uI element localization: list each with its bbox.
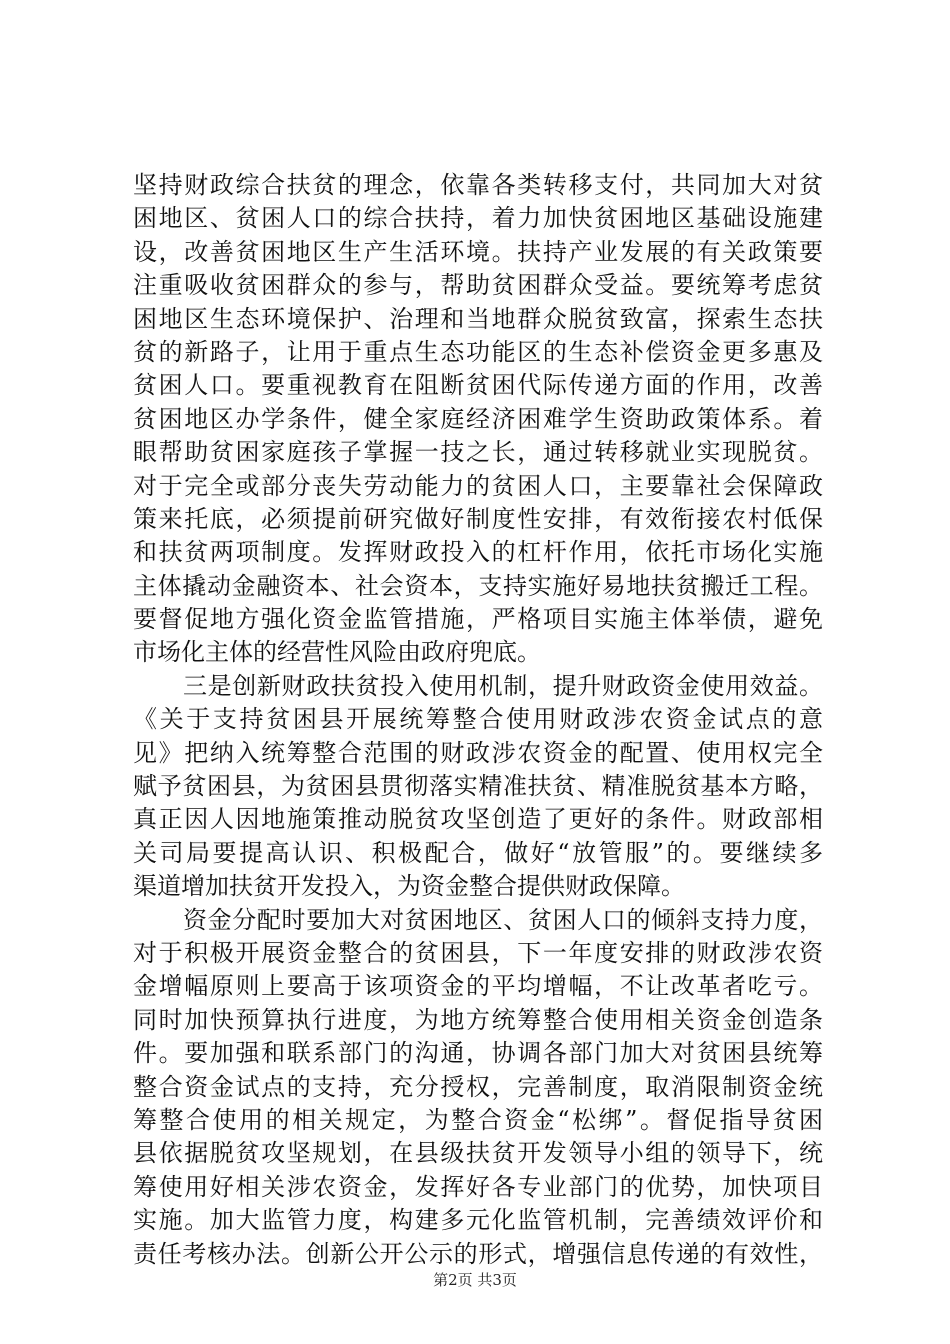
text-line: 渠道增加扶贫开发投入，为资金整合提供财政保障。 [133,872,685,901]
text-line: 件。要加强和联系部门的沟通，协调各部门加大对贫困县统筹 [133,1039,823,1068]
document-body [133,169,823,1271]
text-line: 见》把纳入统筹整合范围的财政涉农资金的配置、使用权完全 [133,738,823,767]
text-line: 对于积极开展资金整合的贫困县，下一年度安排的财政涉农资 [133,938,823,967]
text-line: 要督促地方强化资金监管措施，严格项目实施主体举债，避免 [133,605,823,634]
text-line: 同时加快预算执行进度，为地方统筹整合使用相关资金创造条 [133,1005,823,1034]
text-line: 真正因人因地施策推动脱贫攻坚创造了更好的条件。财政部相 [133,805,823,834]
text-line: 设，改善贫困地区生产生活环境。扶持产业发展的有关政策要 [133,237,823,266]
text-line: 实施。加大监管力度，构建多元化监管机制，完善绩效评价和 [133,1206,823,1235]
text-line: 贫的新路子，让用于重点生态功能区的生态补偿资金更多惠及 [133,337,823,366]
text-line: 贫困地区办学条件，健全家庭经济困难学生资助政策体系。着 [133,404,823,433]
text-line: 注重吸收贫困群众的参与，帮助贫困群众受益。要统筹考虑贫 [133,271,823,300]
text-line: 市场化主体的经营性风险由政府兜底。 [133,638,541,667]
text-line: 主体撬动金融资本、社会资本，支持实施好易地扶贫搬迁工程。 [133,571,823,600]
text-line: 贫困人口。要重视教育在阻断贫困代际传递方面的作用，改善 [133,371,823,400]
text-line: 《关于支持贫困县开展统筹整合使用财政涉农资金试点的意 [133,705,823,734]
text-line: 策来托底，必须提前研究做好制度性安排，有效衔接农村低保 [133,504,823,533]
text-line: 坚持财政综合扶贫的理念，依靠各类转移支付，共同加大对贫 [133,171,823,199]
text-line: 筹整合使用的相关规定，为整合资金“松绑”。督促指导贫困 [133,1105,823,1134]
text-line: 对于完全或部分丧失劳动能力的贫困人口，主要靠社会保障政 [133,471,823,500]
text-line: 筹使用好相关涉农资金，发挥好各专业部门的优势，加快项目 [133,1172,823,1201]
text-line: 整合资金试点的支持，充分授权，完善制度，取消限制资金统 [133,1072,823,1101]
text-line: 困地区、贫困人口的综合扶持，着力加快贫困地区基础设施建 [133,204,823,233]
text-line: 县依据脱贫攻坚规划，在县级扶贫开发领导小组的领导下，统 [133,1139,823,1168]
text-line: 责任考核办法。创新公开公示的形式，增强信息传递的有效性， [133,1239,823,1268]
text-line: 和扶贫两项制度。发挥财政投入的杠杆作用，依托市场化实施 [133,538,823,567]
text-line: 困地区生态环境保护、治理和当地群众脱贫致富，探索生态扶 [133,304,823,333]
text-line: 金增幅原则上要高于该项资金的平均增幅，不让改革者吃亏。 [133,972,823,1001]
text-line: 赋予贫困县，为贫困县贯彻落实精准扶贫、精准脱贫基本方略， [133,772,823,801]
paragraph-start-line: 资金分配时要加大对贫困地区、贫困人口的倾斜支持力度， [183,905,823,934]
text-line: 眼帮助贫困家庭孩子掌握一技之长，通过转移就业实现脱贫。 [133,438,823,467]
text-line: 关司局要提高认识、积极配合，做好“放管服”的。要继续多 [133,838,823,867]
paragraph-start-line: 三是创新财政扶贫投入使用机制，提升财政资金使用效益。 [183,671,823,700]
page-footer: 第2页 共3页 [433,1271,517,1289]
